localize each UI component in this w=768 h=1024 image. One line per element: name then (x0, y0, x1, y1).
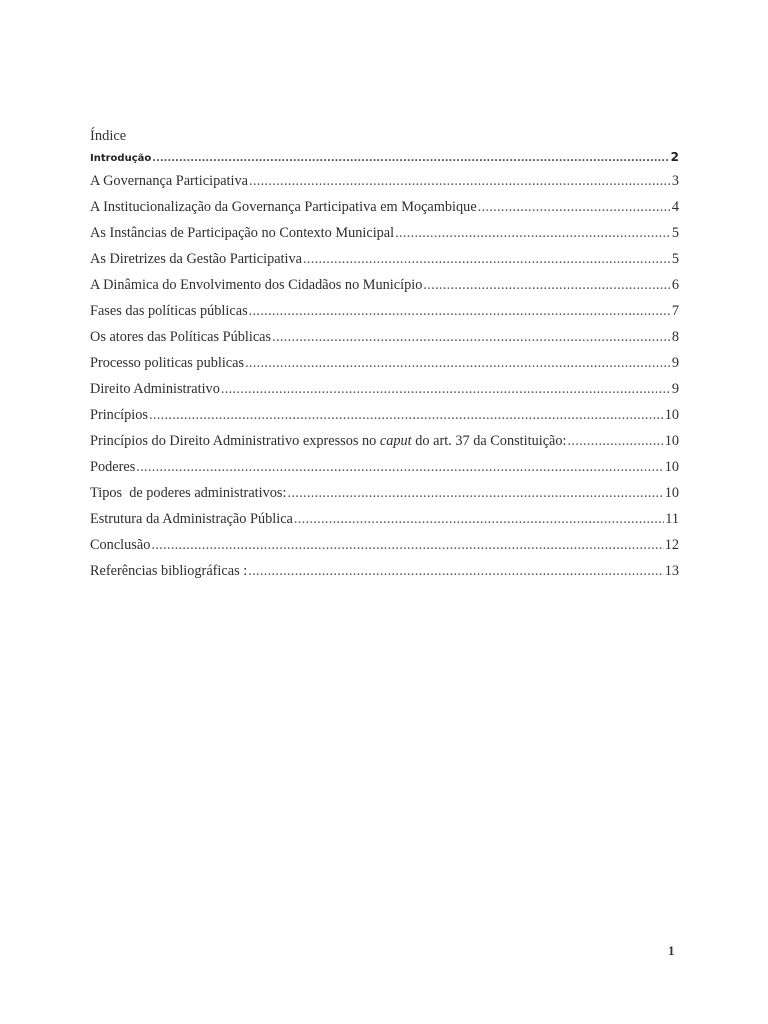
toc-entry-title: Referências bibliográficas : (90, 563, 248, 579)
toc-entry-page: 9 (671, 381, 679, 397)
toc-dot-leader (294, 506, 664, 532)
toc-entry-page: 6 (671, 277, 679, 293)
toc-entry-page: 5 (671, 251, 679, 267)
toc-entry-page: 2 (670, 150, 679, 164)
toc-entry-title: Conclusão (90, 537, 151, 553)
toc-dot-leader (249, 168, 671, 194)
toc-entry-title: A Dinâmica do Envolvimento dos Cidadãos no Município (90, 277, 423, 293)
toc-entry-page: 10 (664, 433, 679, 449)
toc-entry-tipos-poderes[interactable] (90, 480, 679, 506)
toc-dot-leader (151, 532, 663, 558)
toc-entry-page: 3 (671, 173, 679, 189)
toc-entry-processo-politicas[interactable] (90, 350, 679, 376)
toc-entry-atores-politicas[interactable] (90, 324, 679, 350)
toc-entry-title-italic: caput (379, 433, 412, 449)
toc-entry-title: Tipos de poderes administrativos: (90, 485, 287, 501)
toc-entry-estrutura-administracao[interactable] (90, 506, 679, 532)
toc-dot-leader (221, 376, 671, 402)
toc-dot-leader (245, 350, 671, 376)
toc-entry-page: 11 (665, 511, 679, 527)
toc-entry-poderes[interactable] (90, 454, 679, 480)
toc-dot-leader (149, 402, 664, 428)
toc-dot-leader (568, 428, 664, 454)
toc-entry-fases-politicas[interactable] (90, 298, 679, 324)
toc-entry-page: 10 (664, 485, 679, 501)
toc-dot-leader (303, 246, 671, 272)
toc-entry-title: Processo politicas publicas (90, 355, 245, 371)
toc-entry-title: Direito Administrativo (90, 381, 220, 397)
toc-entry-page: 13 (664, 563, 679, 579)
page-number: 1 (668, 943, 675, 958)
table-of-contents (90, 146, 679, 584)
toc-dot-leader (478, 194, 671, 220)
toc-entry-title: A Institucionalização da Governança Participativa em Moçambique (90, 199, 477, 215)
toc-entry-title (90, 428, 567, 454)
toc-dot-leader (287, 480, 663, 506)
toc-entry-page: 12 (664, 537, 679, 553)
toc-entry-page: 8 (671, 329, 679, 345)
toc-entry-title: Poderes (90, 459, 136, 475)
toc-entry-page: 5 (671, 225, 679, 241)
toc-entry-title: Fases das políticas públicas (90, 303, 248, 319)
toc-entry-title: As Instâncias de Participação no Contexto Municipal (90, 225, 395, 241)
toc-entry-page: 7 (671, 303, 679, 319)
toc-entry-title-part: do art. 37 da Constituição: (411, 433, 567, 449)
toc-entry-instancias-participacao[interactable] (90, 220, 679, 246)
toc-entry-title: Os atores das Políticas Públicas (90, 329, 272, 345)
toc-entry-direito-administrativo[interactable] (90, 376, 679, 402)
toc-heading: Índice (90, 128, 127, 144)
toc-entry-governanca-participativa[interactable] (90, 168, 679, 194)
toc-entry-page: 10 (664, 407, 679, 423)
toc-entry-referencias[interactable] (90, 558, 679, 584)
toc-entry-introducao[interactable] (90, 146, 679, 168)
toc-entry-page: 10 (664, 459, 679, 475)
toc-dot-leader (152, 148, 669, 168)
toc-entry-institucionalizacao[interactable] (90, 194, 679, 220)
toc-entry-title: Estrutura da Administração Pública (90, 511, 293, 527)
toc-dot-leader (136, 454, 663, 480)
toc-dot-leader (249, 298, 671, 324)
toc-entry-title: As Diretrizes da Gestão Participativa (90, 251, 302, 267)
toc-entry-page: 9 (671, 355, 679, 371)
toc-entry-page: 4 (671, 199, 679, 215)
toc-dot-leader (423, 272, 670, 298)
toc-entry-diretrizes-gestao[interactable] (90, 246, 679, 272)
toc-entry-title: Princípios (90, 407, 148, 423)
toc-dot-leader (272, 324, 671, 350)
toc-entry-dinamica-envolvimento[interactable] (90, 272, 679, 298)
toc-dot-leader (248, 558, 664, 584)
toc-dot-leader (395, 220, 671, 246)
toc-entry-title-part: Princípios do Direito Administrativo expressos no (90, 433, 380, 449)
toc-entry-principios-direito-administrativo[interactable] (90, 428, 679, 454)
toc-entry-conclusao[interactable] (90, 532, 679, 558)
toc-entry-title: A Governança Participativa (90, 173, 248, 189)
toc-entry-principios[interactable] (90, 402, 679, 428)
toc-entry-title: Introdução (90, 153, 152, 164)
